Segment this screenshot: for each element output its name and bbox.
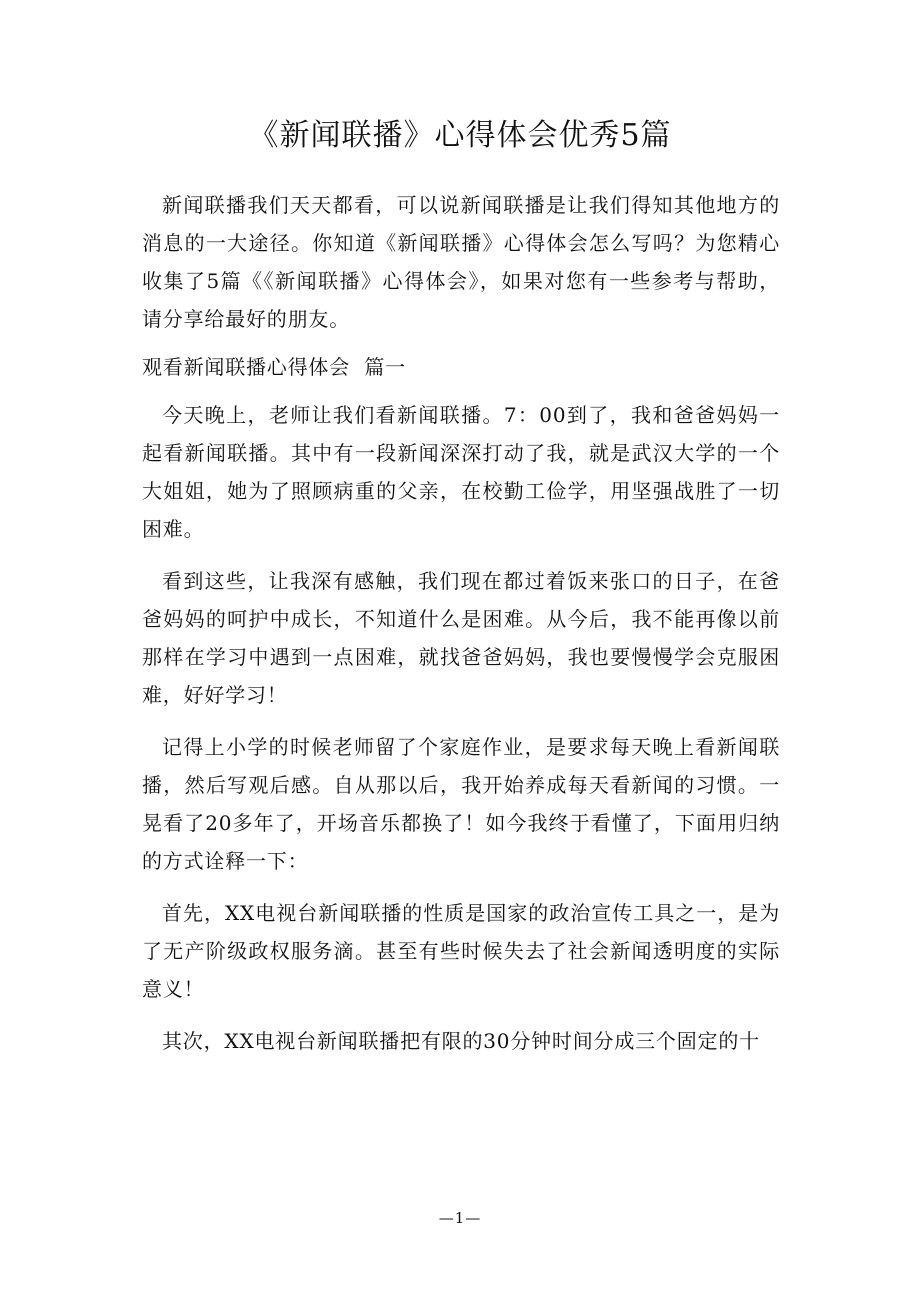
body-paragraph: 记得上小学的时候老师留了个家庭作业，是要求每天晚上看新闻联播，然后写观后感。自从那以后，我开始养成每天看新闻的习惯。一晃看了20多年了，开场音乐都换了！如今我终于看懂了，下面用归纳的方式诠释一下： [142,735,780,873]
document-title: 《新闻联播》心得体会优秀5篇 [248,118,672,153]
body-paragraph: 看到这些，让我深有感触，我们现在都过着饭来张口的日子，在爸爸妈妈的呵护中成长，不知道什么是困难。从今后，我不能再像以前那样在学习中遇到一点困难，就找爸爸妈妈，我也要慢慢学会克服困难，好好学习！ [142,569,780,707]
body-paragraph: 首先，XX电视台新闻联播的性质是国家的政治宣传工具之一，是为了无产阶级政权服务滴。甚至有些时候失去了社会新闻透明度的实际意义！ [142,901,780,1001]
document-body [142,186,780,1074]
body-paragraph: 今天晚上，老师让我们看新闻联播。7：00到了，我和爸爸妈妈一起看新闻联播。其中有一段新闻深深打动了我，就是武汉大学的一个大姐姐，她为了照顾病重的父亲，在校勤工俭学，用坚强战胜了一切困难。 [142,403,780,541]
body-paragraph: 其次，XX电视台新闻联播把有限的30分钟时间分成三个固定的十 [162,1029,760,1053]
section-heading: 观看新闻联播心得体会 篇一 [142,355,406,379]
intro-paragraph: 新闻联播我们天天都看，可以说新闻联播是让我们得知其他地方的消息的一大途径。你知道《新闻联播》心得体会怎么写吗？为您精心收集了5篇《《新闻联播》心得体会》，如果对您有一些参考与帮助，请分享给最好的朋友。 [142,193,780,331]
page-number: —1— [438,1209,482,1227]
